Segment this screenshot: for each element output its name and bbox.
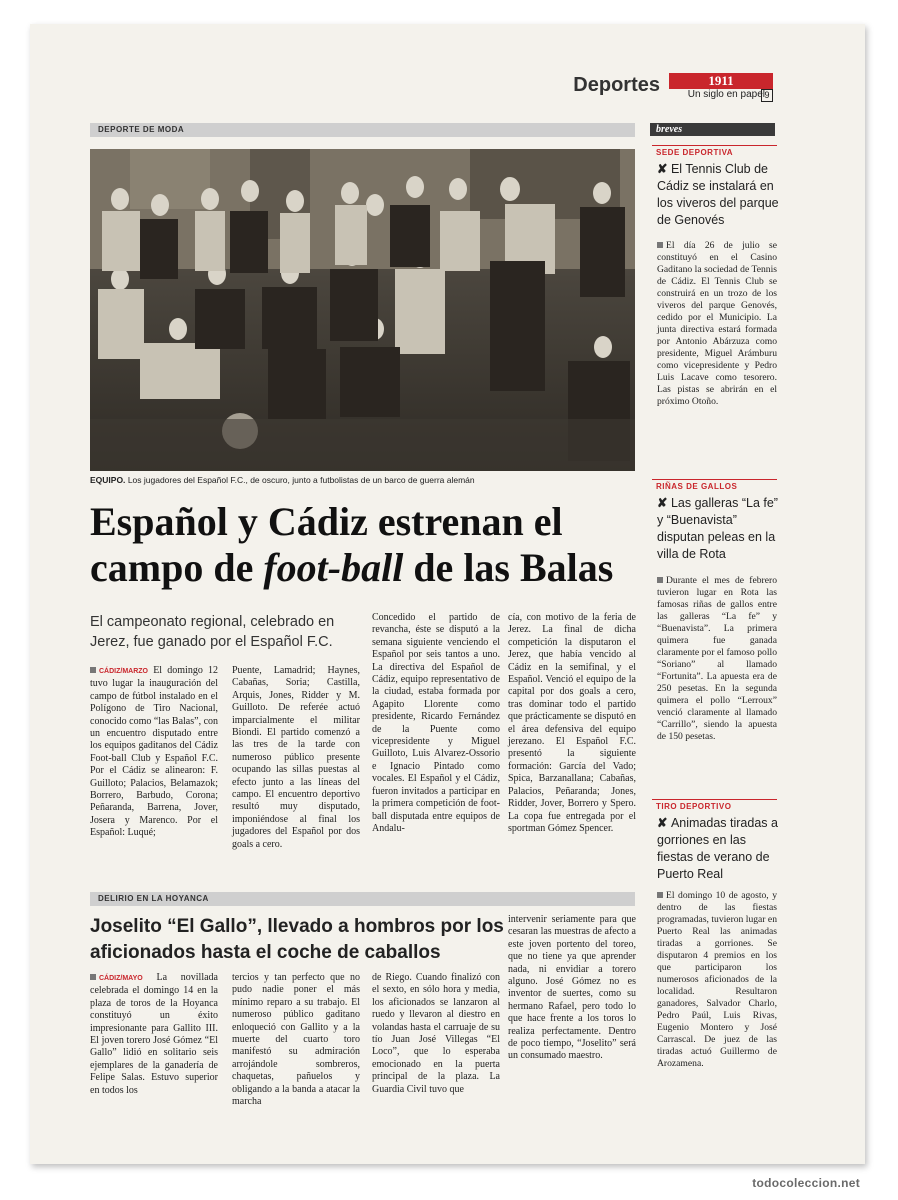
page-number: 9 (761, 89, 773, 102)
caption-text: Los jugadores del Español F.C., de oscuro, junto a futbolistas de un barco de guerra alemán (127, 475, 475, 485)
watermark: todocoleccion.net (752, 1176, 860, 1190)
bull-col-3: de Riego. Cuando finalizó con el sexto, en sólo hora y media, los aficionados se lanzaron al ruedo y llevaron al diestro en volandas hasta el carruaje de su tío Juan José Villegas “El Loco”, que lo esperaba emocionado en la puerta principal de la plaza. La Guardia Civil tuvo que (372, 972, 500, 1095)
bull-col-1 (90, 972, 218, 1097)
bull-col1-text: La novillada celebrada el domingo 14 en la plaza de toros de la Hoyanca constituyó un éxito impresionante para Gallito III. El joven torero José Gómez “El Gallo” lidió en solitario seis ejemplares de la ganadería de Felipe Salas. Estuvo superior en todos los (90, 972, 218, 1096)
brief-label-2: RIÑAS DE GALLOS (652, 479, 777, 493)
masthead (30, 69, 865, 119)
year-badge: 1911 (669, 73, 773, 89)
headline-italic: foot-ball (263, 545, 404, 590)
headline-part1: Español y Cádiz estrenan el campo de (90, 499, 563, 590)
col1-text: El domingo 12 tuvo lugar la inauguración del campo de fútbol instalado en el Polígono de Tiro Nacional, conocido como “las Balas”, con un encuentro disputado entre los equipos gaditanos del Cádiz Foot-ball Club y Español F.C. Por el Cádiz se alinearon: F. Guilloto; Palacios, Belamazok; Borrero, Barbudo, Corona; Peñaranda, Barrena, Jover, Josera y Marenco. Por el Español: Luqué; (90, 665, 219, 839)
kicker-main: DEPORTE DE MODA (90, 123, 635, 137)
brief-title-3: ✘ Animadas tiradas a gorriones en las fiestas de verano de Puerto Real (657, 816, 778, 881)
second-headline: Joselito “El Gallo”, llevado a hombros por los aficionados hasta el coche de caballos (90, 916, 504, 963)
main-headline (90, 499, 650, 591)
caption-label: EQUIPO. (90, 475, 126, 485)
brief-label-1: SEDE DEPORTIVA (652, 145, 777, 159)
brief-body-2: Durante el mes de febrero tuvieron lugar en Rota las famosas riñas de gallos entre las galleras “La fe” y “Buenavista”. La primera quimera fue ganada claramente por el famoso pollo “Soriano” al llamado “Fortunita”. La apuesta era de 250 pesetas. En la segunda quimera el pollo “Lerroux” venció claramente al llamado “Carrillo”, siendo la apuesta de 150 pesetas. (657, 575, 777, 742)
bull-col-4: intervenir seriamente para que cesaran las muestras de afecto a este joven portento del toreo, que no tiene ya que aprender nada, ni envidiar a torero alguno. José Gómez no es inventor de suertes, como su hermano Rafael, pero todo lo que hace frente a los toros lo realiza perfectamente. Dentro de poco tiempo, “Joselito” será un consumado maestro. (508, 914, 636, 1062)
dateline-2: CÁDIZ/MAYO (99, 975, 143, 982)
sidebar-header: breves (650, 123, 775, 136)
dateline: CÁDIZ/MARZO (99, 668, 148, 675)
article-col-3: Concedido el partido de revancha, éste se disputó a la semana siguiente venciendo el Español por seis tantos a uno. La directiva del Español de Cádiz, equipo representativo de la ciudad, estaba formada por Agapito Llorente como presidente, Ricardo Fernández de la Puente como vicepresidente y Miguel Guilloto, Luis Alvarez-Ossorio e Ignacio Pintado como vocales. El Español y el Cádiz, fueron invitados a participar en la primera competición de foot-ball disputada entre equipos de Andalu- (372, 612, 500, 834)
team-photo (90, 149, 635, 471)
article-col-1 (90, 665, 218, 840)
kicker-second: DELIRIO EN LA HOYANCA (90, 892, 635, 906)
photo-caption (90, 475, 635, 485)
brief-body-1: El día 26 de julio se constituyó en el Casino Gaditano la sociedad de Tennis de Cádiz. El Tennis Club se construirá en un trozo de los viveros del parque Genovés, cedido por el Municipio. La junta directiva estará formada por Antonio Abárzuza como presidente, Miguel Arámburu como vicepresidente y Pedro Luis Lacave como tesorero. Las pistas se abrirán en el próximo Otoño. (657, 240, 777, 407)
tagline: Un siglo en papel (687, 89, 765, 100)
brief-body-3: El domingo 10 de agosto, y dentro de las fiestas programadas, tuvieron lugar en Puerto Real las animadas tiradas a gorriones. Se disputaron 4 premios en los que participaron los numerosos aficionados de la localidad. Resultaron ganadores, Salvador Charlo, Pedro Paúl, Luis Rivas, Eugenio Montero y José Carrascal. De juez de las tiradas actuó Guillermo de Arozamena. (657, 890, 777, 1069)
deck: El campeonato regional, celebrado en Jerez, fue ganado por el Español F.C. (90, 614, 335, 650)
bull-col-2: tercios y tan perfecto que no pudo nadie poner el más mínimo reparo a su trabajo. El numeroso público gaditano enloqueció con Gallito y a la muerte del cuarto toro manifestó su admiración arrojándole sombreros, chaquetas, pañuelos y obligando a la banda a atacar la marcha (232, 972, 360, 1108)
article-col-2: Puente, Lamadrid; Haynes, Cabañas, Soria; Castilla, Arquis, Jones, Ridder y M. Guilloto. De referée actuó imparcialmente el militar Biondi. El partido comenzó a las tres de la tarde con numeroso público presente ocupando las sillas puestas al efecto junto a las líneas del campo. El encuentro deportivo resultó muy disputado, imponiéndose al final los jugadores del Español por dos goals a cero. (232, 665, 360, 850)
brief-title-2: ✘ Las galleras “La fe” y “Buenavista” disputan peleas en la villa de Rota (657, 496, 778, 561)
brief-title-1: ✘ El Tennis Club de Cádiz se instalará en los viveros del parque de Genovés (657, 162, 779, 227)
brief-label-3: TIRO DEPORTIVO (652, 799, 777, 813)
article-col-4: cía, con motivo de la feria de Jerez. La final de dicha competición la disputaron el Jerez, que había vencido al Cádiz en la semifinal, y el Español. Venció el equipo de la capital por dos goals a cero, tras dominar todo el partido que prácticamente se disputó en el área defensiva del equipo jerezano. El Español F.C. presentó la siguiente formación: García del Vado; Spica, Barzanallana; Cabañas, Palacios, Peñaranda; Jones, Ridder, Jover, Borrero y Spero. La copa fue entregada por el sportman Gómez Spencer. (508, 612, 636, 834)
newspaper-page (30, 24, 865, 1164)
section-title: Deportes (573, 74, 660, 96)
headline-part2: de las Balas (403, 545, 614, 590)
